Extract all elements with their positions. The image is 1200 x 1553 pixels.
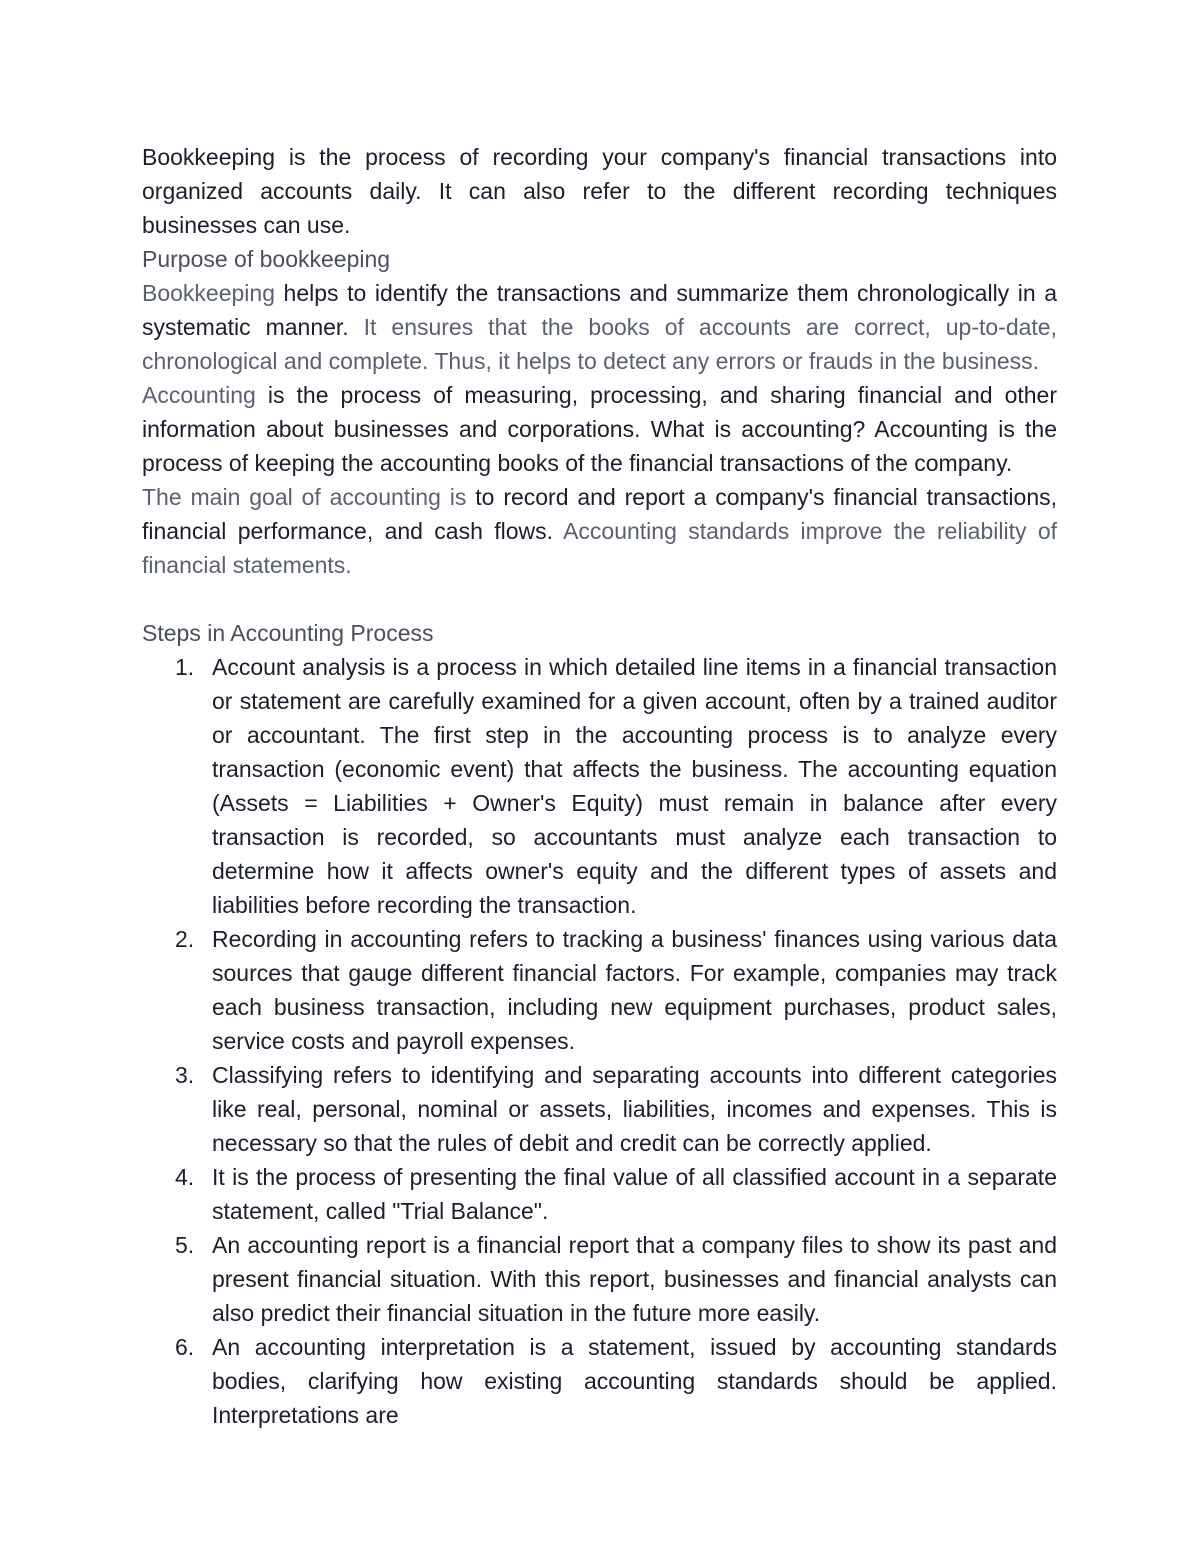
list-item bbox=[142, 922, 1057, 1058]
intro-paragraph bbox=[142, 140, 1057, 242]
purpose-lead: Bookkeeping bbox=[142, 280, 275, 306]
purpose-text-gray: It ensures that the books of accounts are correct, up-to-date, chronological and complete. Thus, it helps to detect any errors or frauds in the business. bbox=[142, 314, 1057, 374]
purpose-paragraph bbox=[142, 276, 1057, 378]
goal-text-gray: Accounting standards improve the reliability of financial statements. bbox=[142, 518, 1057, 578]
document-page bbox=[142, 140, 1057, 1432]
list-item bbox=[142, 1330, 1057, 1432]
list-item-text: Classifying refers to identifying and separating accounts into different categories like real, personal, nominal or assets, liabilities, incomes and expenses. This is necessary so that the rules of debit and credit can be correctly applied. bbox=[212, 1062, 1057, 1156]
goal-text-dark: to record and report a company's financial transactions, financial performance, and cash flows. bbox=[142, 484, 1057, 544]
steps-list bbox=[142, 650, 1057, 1432]
list-item-text: Account analysis is a process in which detailed line items in a financial transaction or statement are carefully examined for a given account, often by a trained auditor or accountant. The first step in the accounting process is to analyze every transaction (economic event) that affects the business. The accounting equation (Assets = Liabilities + Owner's Equity) must remain in balance after every transaction is recorded, so accountants must analyze each transaction to determine how it affects owner's equity and the different types of assets and liabilities before recording the transaction. bbox=[212, 654, 1057, 918]
accounting-paragraph bbox=[142, 378, 1057, 480]
spacer bbox=[142, 582, 1057, 616]
list-item-text: An accounting interpretation is a statement, issued by accounting standards bodies, clarifying how existing accounting standards should be applied. Interpretations are bbox=[212, 1334, 1057, 1428]
list-item-text: It is the process of presenting the final value of all classified account in a separate statement, called "Trial Balance". bbox=[212, 1164, 1057, 1224]
list-item-number: 3. bbox=[175, 1062, 195, 1088]
list-item-number: 1. bbox=[175, 654, 195, 680]
steps-heading: Steps in Accounting Process bbox=[142, 620, 434, 646]
intro-text: Bookkeeping is the process of recording your company's financial transactions into organized accounts daily. It can also refer to the different recording techniques businesses can use. bbox=[142, 144, 1057, 238]
purpose-text-dark: helps to identify the transactions and summarize them chronologically in a systematic manner. bbox=[142, 280, 1057, 340]
goal-lead: The main goal of accounting is bbox=[142, 484, 467, 510]
accounting-lead: Accounting bbox=[142, 382, 256, 408]
list-item-number: 4. bbox=[175, 1164, 195, 1190]
list-item bbox=[142, 650, 1057, 922]
list-item bbox=[142, 1228, 1057, 1330]
goal-paragraph bbox=[142, 480, 1057, 582]
purpose-heading: Purpose of bookkeeping bbox=[142, 246, 391, 272]
list-item-number: 6. bbox=[175, 1334, 195, 1360]
accounting-text: is the process of measuring, processing, and sharing financial and other information about businesses and corporations. What is accounting? Accounting is the process of keeping the accounting books of the financial transactions of the company. bbox=[142, 382, 1057, 476]
list-item-number: 2. bbox=[175, 926, 195, 952]
list-item bbox=[142, 1160, 1057, 1228]
list-item-number: 5. bbox=[175, 1232, 195, 1258]
list-item-text: Recording in accounting refers to tracking a business' finances using various data sources that gauge different financial factors. For example, companies may track each business transaction, including new equipment purchases, product sales, service costs and payroll expenses. bbox=[212, 926, 1057, 1054]
list-item-text: An accounting report is a financial report that a company files to show its past and present financial situation. With this report, businesses and financial analysts can also predict their financial situation in the future more easily. bbox=[212, 1232, 1057, 1326]
list-item bbox=[142, 1058, 1057, 1160]
